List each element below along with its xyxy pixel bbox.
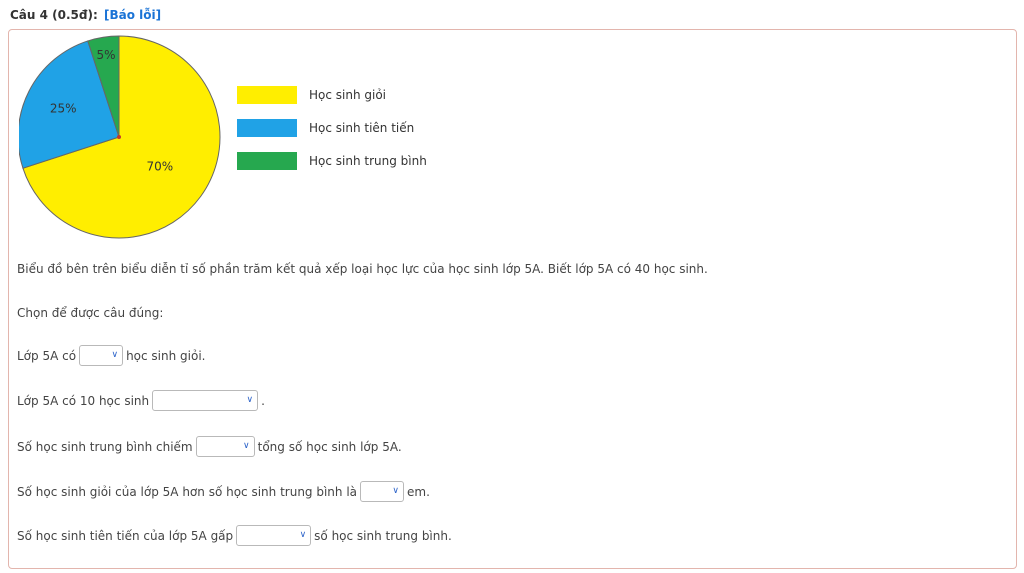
chevron-down-icon: ∨ [111,350,119,360]
line-text-after: học sinh giỏi. [126,348,206,363]
line-text-before: Lớp 5A có 10 học sinh [17,393,150,408]
line-text-after: tổng số học sinh lớp 5A. [257,439,402,454]
legend-item [237,119,427,137]
question-label: Câu 4 (0.5đ): [10,8,98,22]
legend-swatch-tien-tien [237,119,297,137]
legend-label: Học sinh trung bình [309,154,427,168]
chart-legend [237,86,427,185]
chevron-down-icon: ∨ [299,530,307,540]
pie-chart [19,35,229,245]
legend-swatch-trung-binh [237,152,297,170]
answer-select-3[interactable] [196,436,255,457]
legend-item [237,152,427,170]
instruction-text: Chọn để được câu đúng: [17,306,164,320]
question-line-4 [17,481,430,502]
answer-select-2[interactable] [152,390,258,411]
line-text-after: . [261,393,265,408]
pie-slice-label: 25% [49,101,77,116]
chevron-down-icon: ∨ [246,395,254,405]
line-text-after: em. [407,484,430,499]
answer-select-5[interactable] [236,525,311,546]
report-error-link[interactable]: [Báo lỗi] [103,8,162,22]
pie-slice-label: 5% [96,48,116,63]
question-header [10,8,161,22]
line-text-before: Số học sinh trung bình chiếm [17,439,193,454]
question-line-3 [17,436,402,457]
pie-slice-label: 70% [146,159,174,174]
question-line-1 [17,345,205,366]
question-card [8,29,1017,569]
legend-label: Học sinh giỏi [309,88,387,102]
pie-center-dot [117,135,121,139]
question-line-2 [17,390,265,411]
intro-text: Biểu đồ bên trên biểu diễn tỉ số phần trăm kết quả xếp loại học lực của học sinh lớp 5A. Biết lớp 5A có 40 học sinh. [17,262,708,276]
line-text-before: Số học sinh giỏi của lớp 5A hơn số học sinh trung bình là [17,484,358,499]
line-text-after: số học sinh trung bình. [314,528,452,543]
chevron-down-icon: ∨ [243,441,250,451]
question-line-5 [17,525,452,546]
chevron-down-icon: ∨ [392,486,400,496]
line-text-before: Lớp 5A có [17,348,77,363]
legend-item [237,86,427,104]
legend-label: Học sinh tiên tiến [309,121,415,135]
answer-select-4[interactable] [360,481,404,502]
legend-swatch-gioi [237,86,297,104]
line-text-before: Số học sinh tiên tiến của lớp 5A gấp [17,528,234,543]
answer-select-1[interactable] [79,345,123,366]
